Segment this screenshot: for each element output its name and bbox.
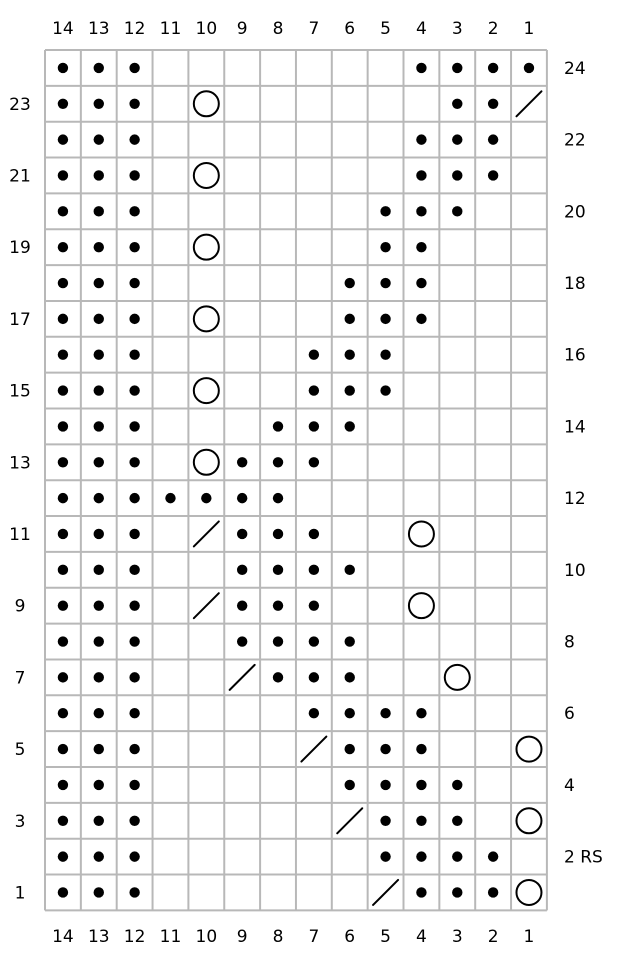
stitch-dot-24-0 — [58, 63, 68, 73]
stitch-dot-20-2 — [129, 206, 139, 216]
row-label-left: 15 — [9, 381, 31, 402]
stitch-dot-9-2 — [129, 600, 139, 610]
stitch-dot-3-11 — [452, 816, 462, 826]
stitch-dot-15-2 — [129, 385, 139, 395]
stitch-dot-6-7 — [309, 708, 319, 718]
stitch-dot-15-7 — [309, 385, 319, 395]
column-label-top: 13 — [87, 19, 110, 39]
stitch-circle-17-4 — [194, 306, 219, 331]
row-label-left: 1 — [14, 883, 26, 904]
row-label-right: 22 — [564, 130, 586, 151]
column-label-top: 4 — [416, 19, 427, 39]
column-label-top: 9 — [236, 19, 248, 39]
chart-symbols — [58, 63, 542, 905]
stitch-dot-4-9 — [380, 780, 390, 790]
stitch-dot-4-0 — [58, 780, 68, 790]
stitch-dot-16-0 — [58, 350, 68, 360]
stitch-dot-6-1 — [94, 708, 104, 718]
stitch-dot-6-0 — [58, 708, 68, 718]
stitch-dot-1-2 — [129, 887, 139, 897]
stitch-dot-23-2 — [129, 99, 139, 109]
stitch-dot-5-0 — [58, 744, 68, 754]
row-label-left: 3 — [14, 811, 26, 832]
stitch-dot-24-10 — [416, 63, 426, 73]
stitch-dot-10-8 — [345, 565, 355, 575]
stitch-dot-7-0 — [58, 672, 68, 682]
stitch-dot-8-6 — [273, 636, 283, 646]
stitch-dot-20-11 — [452, 206, 462, 216]
column-label-top: 14 — [52, 19, 74, 39]
column-label-bottom: 9 — [236, 927, 248, 947]
row-label-right: 2 RS — [564, 847, 603, 868]
stitch-slash-23-13 — [516, 91, 541, 116]
stitch-dot-8-2 — [129, 636, 139, 646]
stitch-dot-9-0 — [58, 600, 68, 610]
stitch-dot-17-1 — [94, 314, 104, 324]
stitch-dot-23-1 — [94, 99, 104, 109]
stitch-dot-1-10 — [416, 887, 426, 897]
stitch-dot-4-1 — [94, 780, 104, 790]
stitch-dot-18-8 — [345, 278, 355, 288]
column-label-bottom: 11 — [159, 927, 182, 947]
stitch-dot-8-7 — [309, 636, 319, 646]
row-label-left: 21 — [9, 166, 31, 187]
stitch-dot-6-8 — [345, 708, 355, 718]
stitch-dot-16-8 — [345, 350, 355, 360]
stitch-dot-14-2 — [129, 421, 139, 431]
stitch-dot-6-9 — [380, 708, 390, 718]
column-label-top: 8 — [272, 19, 284, 39]
stitch-dot-17-2 — [129, 314, 139, 324]
stitch-dot-9-7 — [309, 600, 319, 610]
stitch-dot-20-10 — [416, 206, 426, 216]
column-label-top: 5 — [380, 19, 391, 39]
stitch-dot-10-7 — [309, 565, 319, 575]
stitch-circle-19-4 — [194, 235, 219, 260]
stitch-dot-5-1 — [94, 744, 104, 754]
stitch-dot-5-9 — [380, 744, 390, 754]
stitch-dot-5-8 — [345, 744, 355, 754]
stitch-dot-20-0 — [58, 206, 68, 216]
stitch-dot-3-10 — [416, 816, 426, 826]
stitch-dot-11-7 — [309, 529, 319, 539]
stitch-dot-11-2 — [129, 529, 139, 539]
column-label-bottom: 13 — [87, 927, 110, 947]
stitch-dot-2-0 — [58, 851, 68, 861]
stitch-dot-21-1 — [94, 170, 104, 180]
column-label-top: 7 — [308, 19, 320, 39]
stitch-dot-22-12 — [488, 134, 498, 144]
column-label-bottom: 3 — [451, 927, 463, 947]
stitch-slash-3-8 — [337, 808, 362, 833]
column-label-bottom: 8 — [272, 927, 284, 947]
row-label-right: 14 — [564, 417, 586, 438]
stitch-dot-1-11 — [452, 887, 462, 897]
stitch-dot-2-12 — [488, 851, 498, 861]
stitch-dot-24-2 — [129, 63, 139, 73]
stitch-dot-23-11 — [452, 99, 462, 109]
stitch-dot-19-10 — [416, 242, 426, 252]
stitch-dot-8-1 — [94, 636, 104, 646]
stitch-dot-4-10 — [416, 780, 426, 790]
stitch-dot-7-8 — [345, 672, 355, 682]
stitch-dot-22-10 — [416, 134, 426, 144]
stitch-dot-12-5 — [237, 493, 247, 503]
row-label-left: 23 — [9, 94, 31, 115]
stitch-dot-11-6 — [273, 529, 283, 539]
stitch-circle-13-4 — [194, 450, 219, 475]
stitch-dot-11-5 — [237, 529, 247, 539]
stitch-dot-20-1 — [94, 206, 104, 216]
stitch-dot-8-0 — [58, 636, 68, 646]
stitch-dot-16-2 — [129, 350, 139, 360]
stitch-dot-24-11 — [452, 63, 462, 73]
stitch-slash-7-5 — [230, 665, 255, 690]
stitch-dot-24-1 — [94, 63, 104, 73]
stitch-slash-11-4 — [194, 521, 219, 546]
stitch-dot-2-2 — [129, 851, 139, 861]
stitch-dot-7-6 — [273, 672, 283, 682]
row-label-right: 12 — [564, 489, 586, 510]
stitch-dot-17-0 — [58, 314, 68, 324]
stitch-dot-13-7 — [309, 457, 319, 467]
stitch-circle-15-4 — [194, 378, 219, 403]
stitch-dot-24-12 — [488, 63, 498, 73]
stitch-dot-10-2 — [129, 565, 139, 575]
stitch-dot-16-9 — [380, 350, 390, 360]
stitch-slash-5-7 — [301, 737, 326, 762]
stitch-circle-3-13 — [516, 808, 541, 833]
stitch-dot-9-1 — [94, 600, 104, 610]
stitch-dot-21-10 — [416, 170, 426, 180]
stitch-dot-11-0 — [58, 529, 68, 539]
stitch-dot-2-1 — [94, 851, 104, 861]
stitch-dot-22-1 — [94, 134, 104, 144]
stitch-dot-16-7 — [309, 350, 319, 360]
stitch-dot-17-9 — [380, 314, 390, 324]
column-label-bottom: 2 — [487, 927, 499, 947]
stitch-dot-2-10 — [416, 851, 426, 861]
stitch-dot-12-1 — [94, 493, 104, 503]
stitch-dot-18-2 — [129, 278, 139, 288]
stitch-dot-21-11 — [452, 170, 462, 180]
stitch-dot-6-10 — [416, 708, 426, 718]
stitch-dot-3-2 — [129, 816, 139, 826]
stitch-dot-10-5 — [237, 565, 247, 575]
stitch-dot-17-10 — [416, 314, 426, 324]
column-label-bottom: 4 — [416, 927, 427, 947]
stitch-dot-19-9 — [380, 242, 390, 252]
chart-grid — [45, 50, 547, 910]
stitch-dot-24-13 — [524, 63, 534, 73]
stitch-dot-22-0 — [58, 134, 68, 144]
stitch-dot-18-0 — [58, 278, 68, 288]
stitch-dot-21-2 — [129, 170, 139, 180]
stitch-dot-16-1 — [94, 350, 104, 360]
row-label-left: 5 — [14, 740, 26, 761]
column-label-bottom: 1 — [523, 927, 535, 947]
stitch-dot-7-7 — [309, 672, 319, 682]
stitch-dot-23-0 — [58, 99, 68, 109]
stitch-dot-19-2 — [129, 242, 139, 252]
row-label-right: 18 — [564, 274, 586, 295]
row-label-left: 17 — [9, 309, 31, 330]
stitch-circle-11-10 — [409, 521, 434, 546]
row-label-right: 16 — [564, 345, 586, 366]
stitch-circle-23-4 — [194, 91, 219, 116]
stitch-dot-7-1 — [94, 672, 104, 682]
stitch-dot-19-1 — [94, 242, 104, 252]
stitch-dot-15-9 — [380, 385, 390, 395]
stitch-dot-20-9 — [380, 206, 390, 216]
stitch-dot-18-9 — [380, 278, 390, 288]
stitch-dot-14-0 — [58, 421, 68, 431]
stitch-slash-1-9 — [373, 880, 398, 905]
column-label-bottom: 14 — [52, 927, 74, 947]
stitch-dot-1-12 — [488, 887, 498, 897]
column-label-bottom: 6 — [344, 927, 356, 947]
stitch-dot-9-5 — [237, 600, 247, 610]
row-label-right: 20 — [564, 202, 586, 223]
stitch-dot-1-1 — [94, 887, 104, 897]
stitch-dot-3-0 — [58, 816, 68, 826]
row-label-left: 9 — [14, 596, 26, 617]
column-label-bottom: 10 — [195, 927, 218, 947]
stitch-dot-13-2 — [129, 457, 139, 467]
column-label-top: 1 — [523, 19, 535, 39]
column-label-top: 6 — [344, 19, 356, 39]
stitch-dot-12-3 — [165, 493, 175, 503]
row-label-right: 24 — [564, 58, 586, 79]
stitch-dot-11-1 — [94, 529, 104, 539]
stitch-dot-12-4 — [201, 493, 211, 503]
column-label-bottom: 5 — [380, 927, 391, 947]
stitch-dot-12-6 — [273, 493, 283, 503]
stitch-dot-17-8 — [345, 314, 355, 324]
stitch-dot-1-0 — [58, 887, 68, 897]
stitch-circle-1-13 — [516, 880, 541, 905]
stitch-dot-14-8 — [345, 421, 355, 431]
stitch-dot-12-2 — [129, 493, 139, 503]
column-label-top: 12 — [123, 19, 146, 39]
stitch-slash-9-4 — [194, 593, 219, 618]
stitch-dot-15-8 — [345, 385, 355, 395]
row-label-left: 11 — [9, 524, 31, 545]
stitch-dot-21-12 — [488, 170, 498, 180]
stitch-dot-10-0 — [58, 565, 68, 575]
stitch-dot-3-9 — [380, 816, 390, 826]
column-label-bottom: 7 — [308, 927, 320, 947]
stitch-dot-5-2 — [129, 744, 139, 754]
stitch-dot-4-11 — [452, 780, 462, 790]
stitch-dot-15-0 — [58, 385, 68, 395]
column-label-top: 11 — [159, 19, 182, 39]
stitch-dot-6-2 — [129, 708, 139, 718]
stitch-dot-19-0 — [58, 242, 68, 252]
stitch-circle-21-4 — [194, 163, 219, 188]
stitch-dot-12-0 — [58, 493, 68, 503]
column-label-top: 10 — [195, 19, 218, 39]
row-label-right: 6 — [564, 704, 575, 725]
stitch-dot-14-1 — [94, 421, 104, 431]
stitch-dot-4-2 — [129, 780, 139, 790]
column-label-top: 3 — [451, 19, 463, 39]
row-label-left: 13 — [9, 453, 31, 474]
stitch-dot-13-1 — [94, 457, 104, 467]
row-label-left: 19 — [9, 238, 31, 259]
stitch-dot-18-1 — [94, 278, 104, 288]
column-label-top: 2 — [487, 19, 499, 39]
stitch-dot-13-0 — [58, 457, 68, 467]
stitch-dot-13-6 — [273, 457, 283, 467]
stitch-dot-23-12 — [488, 99, 498, 109]
stitch-dot-8-8 — [345, 636, 355, 646]
column-label-bottom: 12 — [123, 927, 146, 947]
row-label-left: 7 — [14, 668, 26, 689]
stitch-dot-22-2 — [129, 134, 139, 144]
stitch-dot-21-0 — [58, 170, 68, 180]
stitch-dot-7-2 — [129, 672, 139, 682]
stitch-circle-9-10 — [409, 593, 434, 618]
row-label-right: 10 — [564, 560, 586, 581]
stitch-dot-2-11 — [452, 851, 462, 861]
stitch-dot-8-5 — [237, 636, 247, 646]
row-label-right: 8 — [564, 632, 575, 653]
stitch-dot-9-6 — [273, 600, 283, 610]
stitch-dot-14-6 — [273, 421, 283, 431]
row-label-right: 4 — [564, 775, 575, 796]
stitch-dot-2-9 — [380, 851, 390, 861]
stitch-circle-7-11 — [445, 665, 470, 690]
stitch-dot-22-11 — [452, 134, 462, 144]
stitch-dot-14-7 — [309, 421, 319, 431]
stitch-dot-13-5 — [237, 457, 247, 467]
stitch-dot-10-6 — [273, 565, 283, 575]
stitch-dot-4-8 — [345, 780, 355, 790]
stitch-dot-15-1 — [94, 385, 104, 395]
stitch-dot-5-10 — [416, 744, 426, 754]
stitch-circle-5-13 — [516, 737, 541, 762]
stitch-dot-18-10 — [416, 278, 426, 288]
stitch-dot-10-1 — [94, 565, 104, 575]
stitch-dot-3-1 — [94, 816, 104, 826]
